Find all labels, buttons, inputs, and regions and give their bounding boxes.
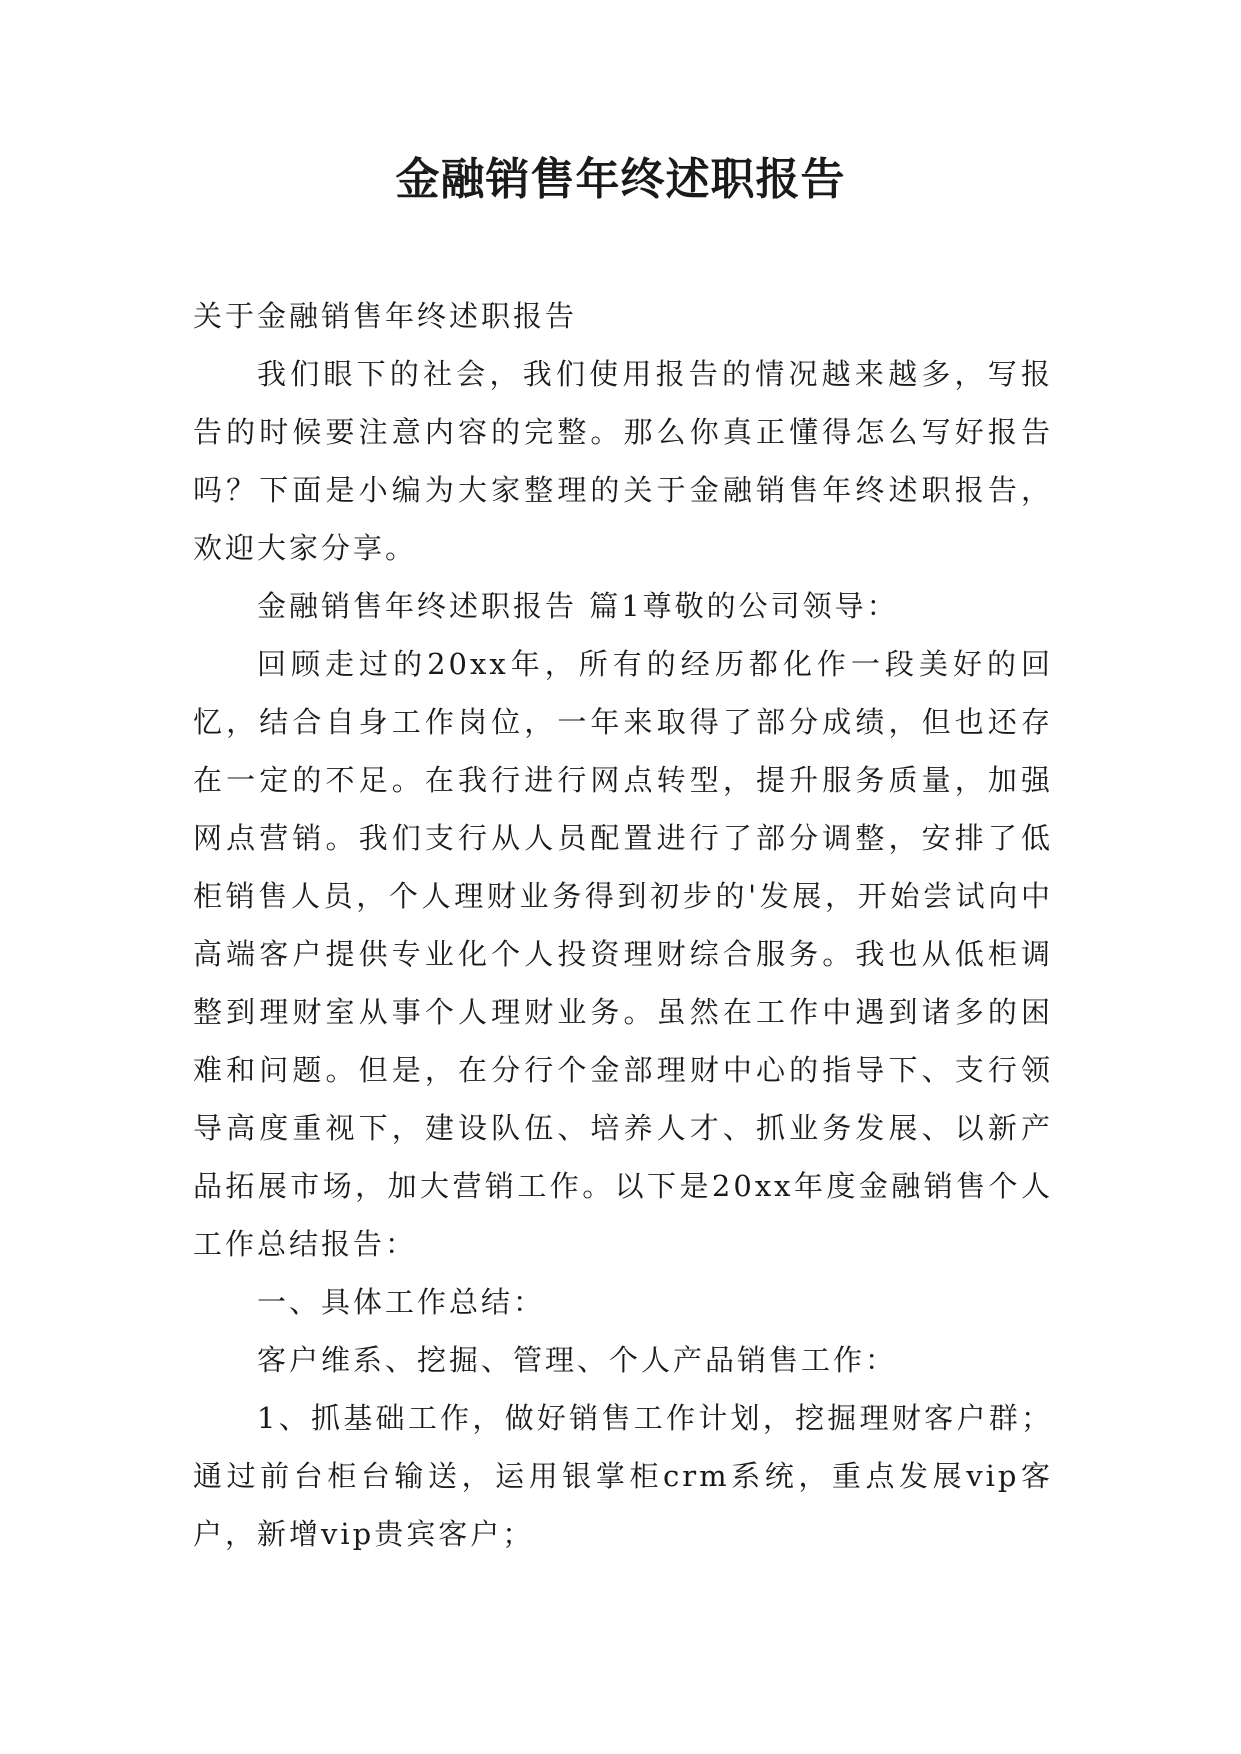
paragraph: 一、具体工作总结： xyxy=(257,1285,546,1319)
paragraph: 1、抓基础工作，做好销售工作计划，挖掘理财客户群；通过前台柜台输送，运用银掌柜crm系统，重点发展vip客户，新增vip贵宾客户； xyxy=(193,1401,1053,1551)
document-body xyxy=(193,287,1053,1563)
paragraph: 回顾走过的20xx年，所有的经历都化作一段美好的回忆，结合自身工作岗位，一年来取得了部分成绩，但也还存在一定的不足。在我行进行网点转型，提升服务质量，加强网点营销。我们支行从人员配置进行了部分调整，安排了低柜销售人员，个人理财业务得到初步的'发展，开始尝试向中高端客户提供专业化个人投资理财综合服务。我也从低柜调整到理财室从事个人理财业务。虽然在工作中遇到诸多的困难和问题。但是，在分行个金部理财中心的指导下、支行领导高度重视下，建设队伍、培养人才、抓业务发展、以新产品拓展市场，加大营销工作。以下是20xx年度金融销售个人工作总结报告： xyxy=(193,647,1053,1261)
paragraph: 我们眼下的社会，我们使用报告的情况越来越多，写报告的时候要注意内容的完整。那么你真正懂得怎么写好报告吗？下面是小编为大家整理的关于金融销售年终述职报告，欢迎大家分享。 xyxy=(193,357,1053,565)
document-title: 金融销售年终述职报告 xyxy=(395,154,846,205)
paragraph: 关于金融销售年终述职报告 xyxy=(193,299,578,333)
paragraph: 客户维系、挖掘、管理、个人产品销售工作： xyxy=(257,1343,898,1377)
paragraph: 金融销售年终述职报告 篇1尊敬的公司领导： xyxy=(257,589,899,623)
